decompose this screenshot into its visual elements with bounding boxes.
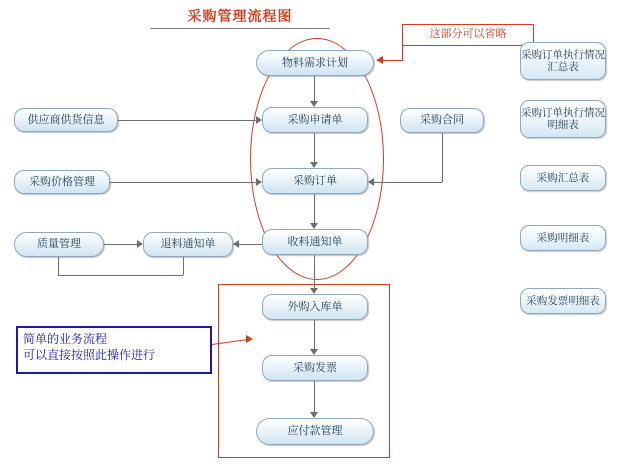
arrow-contract-to-order-icon: [368, 178, 374, 186]
page-title: 采购管理流程图: [150, 6, 330, 29]
note-omit-pointer-vertical: [402, 46, 403, 60]
connector-price-to-order: [110, 182, 256, 183]
report-order-exec-detail-label: 采购订单执行情况明细表: [521, 106, 605, 131]
node-quality-mgmt-label: 质量管理: [37, 238, 81, 251]
report-order-exec-summary[interactable]: [520, 42, 606, 80]
note-omit-label: 这部分可以省略: [429, 28, 507, 41]
node-purchase-request-label: 采购申请单: [287, 113, 343, 126]
node-supplier-info-label: 供应商供货信息: [27, 113, 105, 126]
note-simple-pointer-arrow-icon: [246, 335, 253, 343]
arrow-receipt-to-return-icon: [233, 240, 239, 248]
node-purchase-invoice-label: 采购发票: [293, 361, 337, 374]
connector-supplier-to-request: [118, 120, 256, 121]
arrow-quality-to-return-icon: [137, 240, 143, 248]
connector-plan-to-request: [314, 76, 315, 101]
report-purchase-summary[interactable]: [520, 165, 606, 191]
node-receipt-notice-label: 收料通知单: [287, 235, 343, 248]
node-material-plan-label: 物料需求计划: [282, 56, 348, 69]
node-outsourced-in[interactable]: [262, 294, 368, 320]
node-quality-mgmt[interactable]: [14, 232, 104, 257]
arrow-order-to-receipt-icon: [310, 223, 318, 229]
note-omit-pointer-arrow-icon: [376, 56, 383, 64]
note-simple-flow: [16, 326, 212, 374]
arrow-invoice-to-payable-icon: [310, 412, 318, 418]
connector-quality-branch-vertical: [58, 257, 59, 275]
node-return-notice-label: 退料通知单: [160, 238, 216, 251]
node-payable-mgmt-label: 应付款管理: [287, 425, 343, 438]
connector-quality-to-return: [104, 244, 137, 245]
note-omit: [402, 24, 534, 46]
note-simple-flow-line1: 简单的业务流程: [23, 332, 108, 346]
connector-invoice-to-payable: [314, 381, 315, 412]
connector-order-to-receipt: [314, 194, 315, 223]
connector-receipt-to-outsourced: [314, 255, 315, 288]
arrow-supplier-to-request-icon: [256, 116, 262, 124]
arrow-plan-to-request-icon: [310, 101, 318, 107]
report-purchase-detail[interactable]: [520, 225, 606, 251]
node-payable-mgmt[interactable]: [256, 418, 374, 445]
connector-quality-branch-vertical2: [183, 257, 184, 275]
connector-contract-vertical: [442, 133, 443, 182]
report-invoice-detail-label: 采购发票明细表: [526, 294, 600, 307]
arrow-outsourced-to-invoice-icon: [310, 349, 318, 355]
node-receipt-notice[interactable]: [262, 229, 368, 255]
node-purchase-invoice[interactable]: [262, 355, 368, 381]
node-return-notice[interactable]: [143, 232, 233, 257]
report-purchase-summary-label: 采购汇总表: [536, 171, 590, 184]
node-purchase-contract-label: 采购合同: [420, 114, 464, 127]
connector-contract-horizontal: [374, 182, 442, 183]
node-price-mgmt[interactable]: [14, 170, 110, 194]
node-supplier-info[interactable]: [14, 108, 118, 132]
connector-receipt-to-return-line: [239, 244, 262, 245]
report-invoice-detail[interactable]: [520, 288, 606, 314]
arrow-price-to-order-icon: [256, 178, 262, 186]
node-purchase-order-label: 采购订单: [293, 174, 337, 187]
node-price-mgmt-label: 采购价格管理: [29, 175, 95, 188]
node-purchase-contract[interactable]: [400, 108, 484, 133]
report-order-exec-summary-label: 采购订单执行情况汇总表: [521, 48, 605, 73]
connector-outsourced-to-invoice: [314, 320, 315, 349]
connector-request-to-order: [314, 133, 315, 162]
node-material-plan[interactable]: [256, 50, 374, 76]
node-purchase-order[interactable]: [262, 168, 368, 194]
arrow-request-to-order-icon: [310, 162, 318, 168]
node-outsourced-in-label: 外购入库单: [287, 300, 343, 313]
connector-quality-branch-horizontal: [58, 275, 183, 276]
note-simple-flow-line2: 可以直接按照此操作进行: [23, 348, 156, 363]
arrow-receipt-to-outsourced-icon: [310, 288, 318, 294]
note-omit-pointer-diagonal: [383, 60, 403, 61]
node-purchase-request[interactable]: [262, 107, 368, 133]
report-purchase-detail-label: 采购明细表: [536, 231, 590, 244]
report-order-exec-detail[interactable]: [520, 100, 606, 138]
